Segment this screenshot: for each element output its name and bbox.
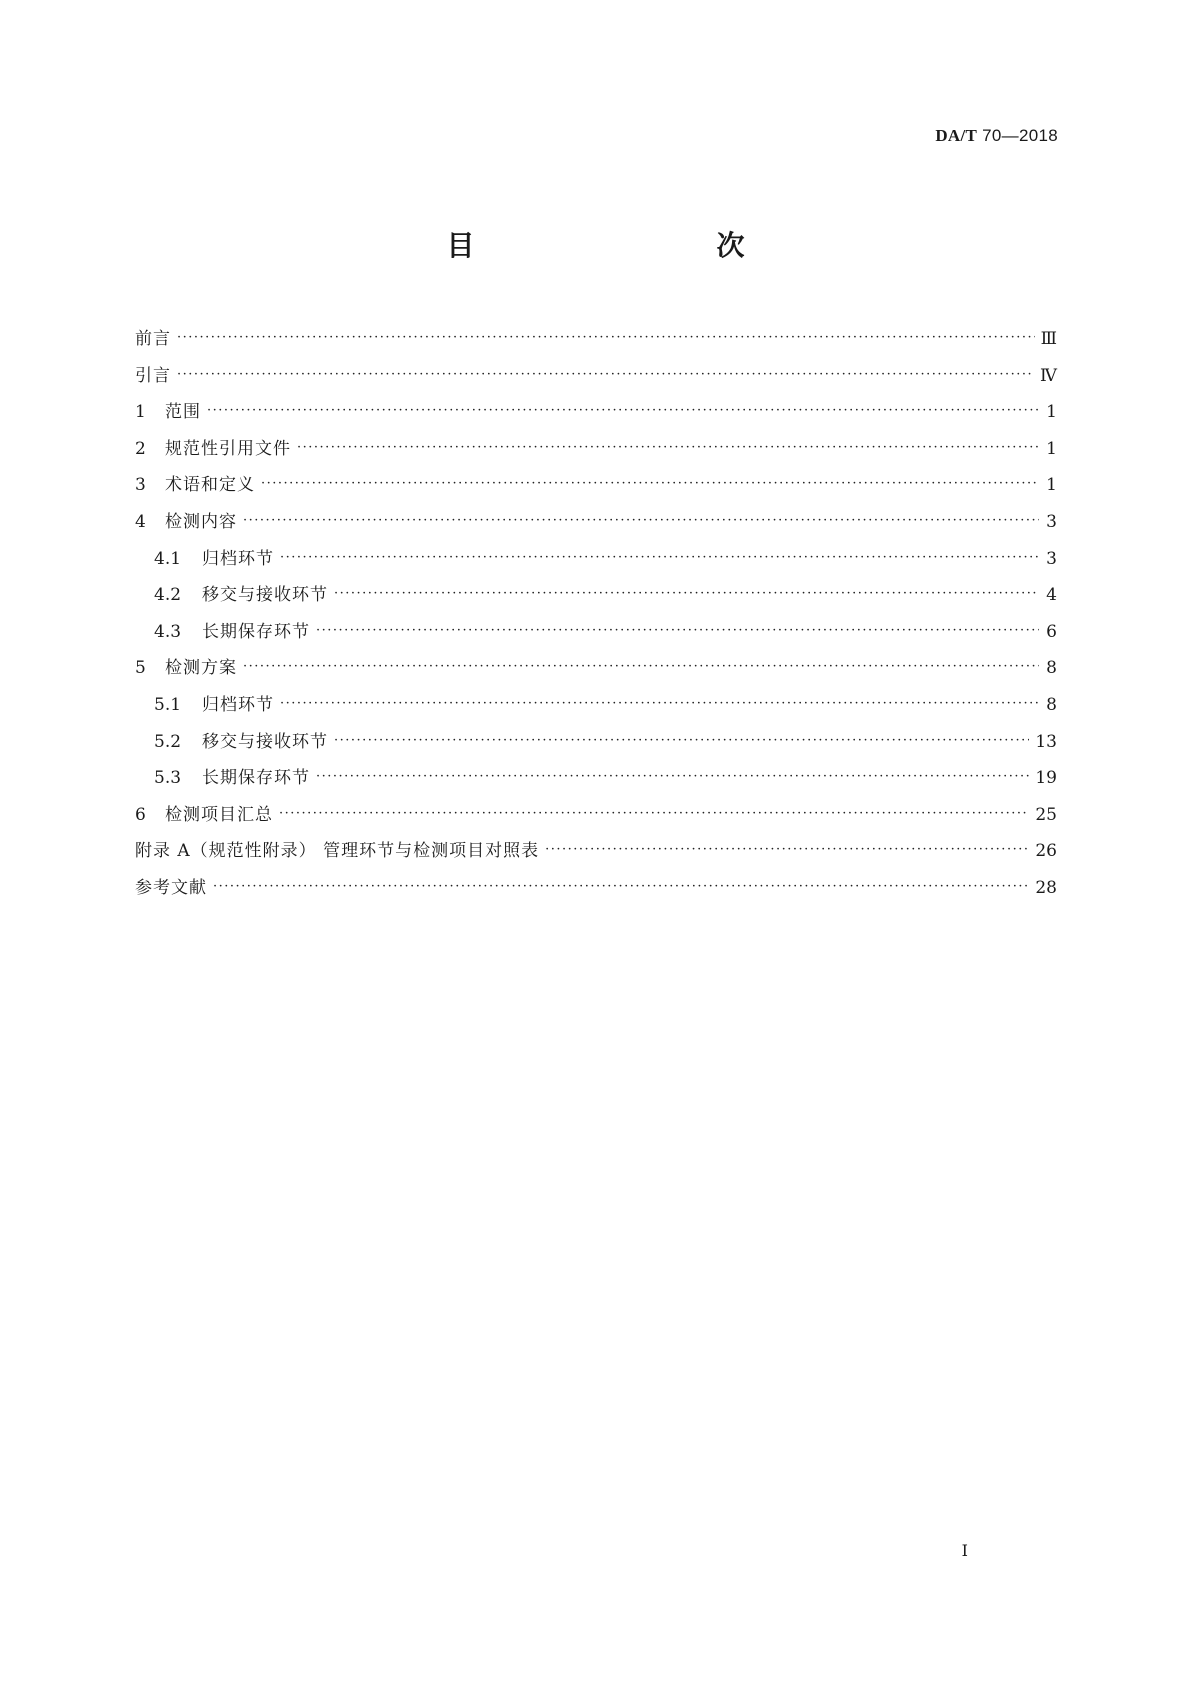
- toc-entry-number: 4: [135, 511, 146, 532]
- toc-leader-dots: [261, 476, 1039, 491]
- toc-leader-dots: [316, 623, 1039, 638]
- toc-entry-number: 5.1: [154, 694, 182, 715]
- toc-entry-label: [154, 580, 328, 605]
- toc-entry-label: [135, 653, 237, 678]
- toc-leader-dots: [334, 733, 1029, 748]
- standard-number: 70—2018: [982, 126, 1058, 145]
- toc-entry-number: 4.3: [154, 621, 182, 642]
- toc-entry-page: 6: [1046, 621, 1057, 642]
- toc-entry-text: 规范性引用文件: [165, 438, 291, 459]
- toc-entry-page: 13: [1035, 731, 1057, 752]
- toc-title: 目 次: [446, 229, 807, 262]
- toc-entry[interactable]: [135, 361, 1057, 398]
- toc-entry-number: 2: [135, 438, 146, 459]
- toc-entry-page: 1: [1046, 438, 1057, 459]
- toc-leader-dots: [545, 842, 1029, 857]
- page-number: I: [961, 1541, 968, 1560]
- toc-leader-dots: [243, 513, 1039, 528]
- toc-entry-text: 移交与接收环节: [202, 731, 328, 752]
- toc-entry-label: [154, 617, 310, 642]
- toc-entry[interactable]: [135, 324, 1057, 361]
- toc-entry[interactable]: [135, 544, 1057, 581]
- toc-entry-number: 6: [135, 804, 146, 825]
- toc-entry[interactable]: [135, 507, 1057, 544]
- toc-entry-text: 范围: [165, 402, 201, 423]
- toc-entry-label: [135, 836, 539, 861]
- toc-entry-number: 4.1: [154, 548, 182, 569]
- toc-entry-number: 3: [135, 475, 146, 496]
- toc-entry-label: [135, 470, 255, 495]
- toc-leader-dots: [297, 440, 1039, 455]
- toc-leader-dots: [280, 696, 1039, 711]
- toc-entry[interactable]: [135, 580, 1057, 617]
- toc-entry-text: 检测项目汇总: [165, 804, 273, 825]
- toc-entry-label: [135, 361, 171, 386]
- toc-leader-dots: [280, 550, 1039, 565]
- toc-entry[interactable]: [135, 727, 1057, 764]
- toc-entry-text: 前言: [135, 329, 171, 349]
- toc-entry-page: Ⅳ: [1040, 365, 1057, 386]
- toc-entry-page: 26: [1035, 841, 1057, 862]
- toc-entry-text: 归档环节: [202, 694, 274, 715]
- toc-entry-label: [135, 397, 201, 422]
- toc-leader-dots: [279, 806, 1029, 821]
- toc-entry-text: 术语和定义: [165, 475, 255, 496]
- toc-leader-dots: [243, 659, 1039, 674]
- toc-entry-label: [135, 873, 207, 898]
- toc-entry-number: 4.2: [154, 585, 182, 606]
- toc-entry-number: 5: [135, 658, 146, 679]
- toc-entry[interactable]: [135, 470, 1057, 507]
- toc-entry[interactable]: [135, 873, 1057, 910]
- toc-entry-label: [135, 507, 237, 532]
- toc-entry-label: [154, 763, 310, 788]
- toc-entry-page: 25: [1035, 804, 1057, 825]
- toc-leader-dots: [177, 367, 1034, 382]
- toc-entry-page: Ⅲ: [1040, 329, 1057, 349]
- toc-entry-number: 5.3: [154, 768, 182, 789]
- table-of-contents: [135, 324, 1057, 910]
- toc-leader-dots: [177, 330, 1035, 345]
- toc-entry-page: 4: [1046, 585, 1057, 606]
- toc-entry-page: 3: [1046, 511, 1057, 532]
- standard-prefix: DA/T: [935, 126, 978, 145]
- toc-entry[interactable]: [135, 690, 1057, 727]
- toc-entry-text: 归档环节: [202, 548, 274, 569]
- toc-entry-text: 检测内容: [165, 511, 237, 532]
- toc-entry-number: 5.2: [154, 731, 182, 752]
- toc-entry-label: [154, 544, 274, 569]
- toc-entry[interactable]: [135, 617, 1057, 654]
- toc-entry-label: [135, 800, 273, 825]
- toc-entry-text: 移交与接收环节: [202, 585, 328, 606]
- standard-code: [935, 126, 1058, 146]
- toc-entry-page: 28: [1035, 877, 1057, 898]
- toc-leader-dots: [316, 769, 1029, 784]
- toc-entry[interactable]: [135, 800, 1057, 837]
- toc-entry-page: 19: [1035, 768, 1057, 789]
- toc-leader-dots: [334, 586, 1039, 601]
- toc-entry-label: [135, 324, 171, 349]
- toc-entry-text: 长期保存环节: [202, 768, 310, 789]
- toc-entry-page: 1: [1046, 475, 1057, 496]
- toc-entry-label: [154, 727, 328, 752]
- toc-entry-page: 1: [1046, 402, 1057, 423]
- toc-entry-text: 检测方案: [165, 658, 237, 679]
- toc-leader-dots: [213, 879, 1029, 894]
- toc-entry-label: [135, 434, 291, 459]
- toc-entry-number: 1: [135, 402, 146, 423]
- toc-entry-text: 附录 A（规范性附录） 管理环节与检测项目对照表: [135, 841, 540, 862]
- toc-entry[interactable]: [135, 434, 1057, 471]
- toc-entry[interactable]: [135, 763, 1057, 800]
- toc-entry[interactable]: [135, 397, 1057, 434]
- toc-entry-text: 长期保存环节: [202, 621, 310, 642]
- toc-entry-label: [154, 690, 274, 715]
- toc-entry-page: 8: [1046, 694, 1057, 715]
- toc-entry-text: 参考文献: [135, 877, 207, 898]
- toc-entry-page: 8: [1046, 658, 1057, 679]
- toc-entry-text: 引言: [135, 365, 171, 386]
- toc-entry-page: 3: [1046, 548, 1057, 569]
- toc-entry[interactable]: [135, 653, 1057, 690]
- toc-leader-dots: [207, 403, 1039, 418]
- toc-entry[interactable]: [135, 836, 1057, 873]
